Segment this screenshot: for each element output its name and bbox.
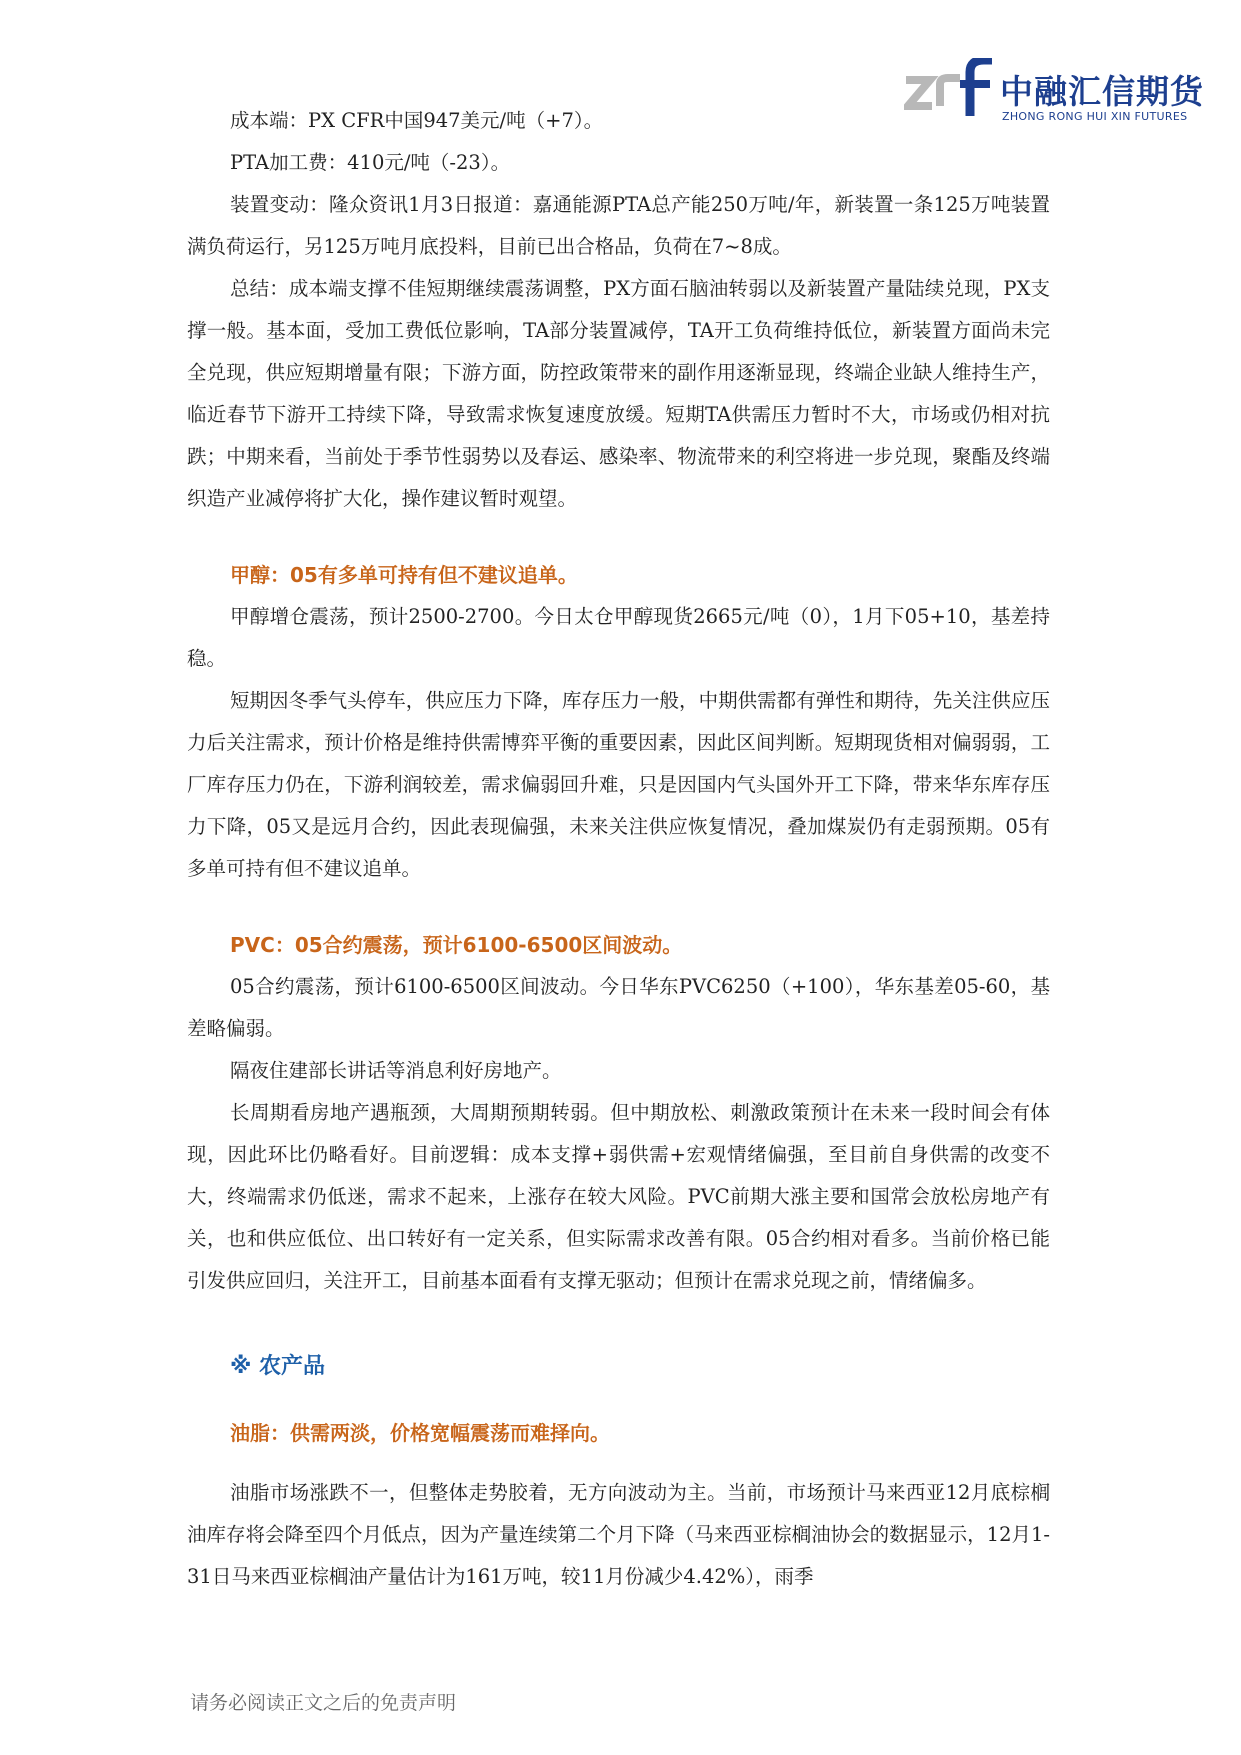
- pvc-paragraph-3: 长周期看房地产遇瓶颈，大周期预期转弱。但中期放松、刺激政策预计在未来一段时间会有体现，因此环比仍略看好。目前逻辑：成本支撑+弱供需+宏观情绪偏强，至目前自身供需的改变不大，终端需求仍低迷，需求不起来，上涨存在较大风险。PVC前期大涨主要和国常会放松房地产有关，也和供应低位、出口转好有一定关系，但实际需求改善有限。05合约相对看多。当前价格已能引发供应回归，关注开工，目前基本面看有支撑无驱动；但预计在需求兑现之前，情绪偏多。: [187, 1101, 1050, 1292]
- logo-english-name: ZHONG RONG HUI XIN FUTURES: [1002, 110, 1188, 123]
- methanol-paragraph-1: 甲醇增仓震荡，预计2500-2700。今日太仓甲醇现货2665元/吨（0），1月下05+10，基差持稳。: [187, 605, 1050, 670]
- processing-fee-paragraph: PTA加工费：410元/吨（-23）。: [230, 151, 511, 174]
- device-change-paragraph: 装置变动：隆众资讯1月3日报道：嘉通能源PTA总产能250万吨/年，新装置一条125万吨装置满负荷运行，另125万吨月底投料，目前已出合格品，负荷在7~8成。: [187, 193, 1050, 258]
- oils-paragraph-1: 油脂市场涨跌不一，但整体走势胶着，无方向波动为主。当前，市场预计马来西亚12月底棕榈油库存将会降至四个月低点，因为产量连续第二个月下降（马来西亚棕榈油协会的数据显示，12月1-31日马来西亚棕榈油产量估计为161万吨，较11月份减少4.42%），雨季: [187, 1481, 1050, 1588]
- cost-paragraph: 成本端：PX CFR中国947美元/吨（+7）。: [230, 109, 604, 132]
- logo-chinese-name: 中融汇信期货: [1000, 72, 1204, 111]
- disclaimer-footer: 请务必阅读正文之后的免责声明: [190, 1692, 457, 1714]
- pvc-paragraph-2: 隔夜住建部长讲话等消息利好房地产。: [230, 1059, 562, 1082]
- document-body: [187, 100, 1050, 1598]
- methanol-heading: 甲醇：05有多单可持有但不建议追单。: [230, 563, 578, 587]
- agri-section-title: ※ 农产品: [230, 1354, 326, 1379]
- pvc-heading: PVC：05合约震荡，预计6100-6500区间波动。: [230, 933, 683, 957]
- pvc-paragraph-1: 05合约震荡，预计6100-6500区间波动。今日华东PVC6250（+100），华东基差05-60，基差略偏弱。: [187, 975, 1050, 1040]
- methanol-paragraph-2: 短期因冬季气头停车，供应压力下降，库存压力一般，中期供需都有弹性和期待，先关注供应压力后关注需求，预计价格是维持供需博弈平衡的重要因素，因此区间判断。短期现货相对偏弱弱，工厂库存压力仍在，下游利润较差，需求偏弱回升难，只是因国内气头国外开工下降，带来华东库存压力下降，05又是远月合约，因此表现偏强，未来关注供应恢复情况，叠加煤炭仍有走弱预期。05有多单可持有但不建议追单。: [187, 689, 1050, 880]
- oils-heading: 油脂：供需两淡，价格宽幅震荡而难择向。: [230, 1421, 610, 1445]
- summary-paragraph: 总结：成本端支撑不佳短期继续震荡调整，PX方面石脑油转弱以及新装置产量陆续兑现，PX支撑一般。基本面，受加工费低位影响，TA部分装置减停，TA开工负荷维持低位，新装置方面尚未完全兑现，供应短期增量有限；下游方面，防控政策带来的副作用逐渐显现，终端企业缺人维持生产，临近春节下游开工持续下降，导致需求恢复速度放缓。短期TA供需压力暂时不大，市场或仍相对抗跌；中期来看，当前处于季节性弱势以及春运、感染率、物流带来的利空将进一步兑现，聚酯及终端织造产业减停将扩大化，操作建议暂时观望。: [187, 277, 1050, 510]
